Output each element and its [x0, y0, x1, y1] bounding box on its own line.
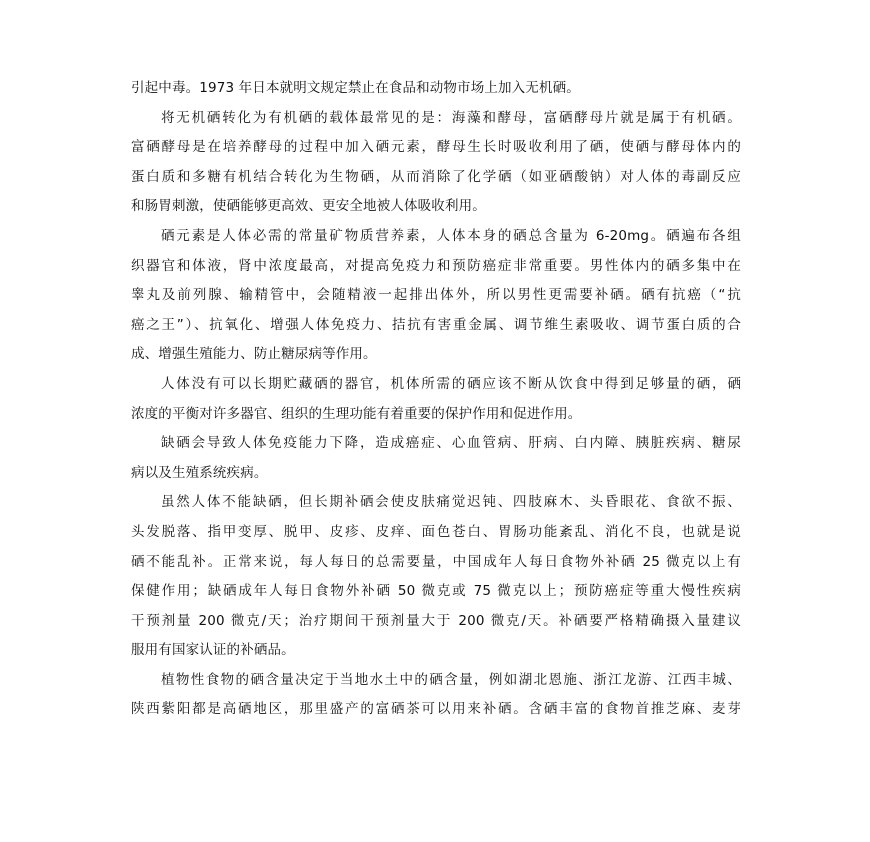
- paragraph-start-line: 将无机硒转化为有机硒的载体最常见的是：海藻和酵母，富硒酵母片就是属于有机硒。: [161, 109, 741, 126]
- text-line: 浓度的平衡对许多器官、组织的生理功能有着重要的保护作用和促进作用。: [131, 405, 582, 422]
- text-line: 病以及生殖系统疾病。: [131, 464, 268, 481]
- text-line: 干预剂量 200 微克/天；治疗期间干预剂量大于 200 微克/天。补硒要严格精确摄入量建议: [131, 612, 741, 629]
- text-line: 硒不能乱补。正常来说，每人每日的总需要量，中国成年人每日食物外补硒 25 微克以上有: [131, 553, 741, 570]
- text-line: 织器官和体液，肾中浓度最高，对提高免疫力和预防癌症非常重要。男性体内的硒多集中在: [131, 257, 741, 274]
- text-line: 富硒酵母是在培养酵母的过程中加入硒元素，酵母生长时吸收利用了硒，使硒与酵母体内的: [131, 139, 741, 156]
- body-text: [131, 74, 741, 725]
- text-line: 头发脱落、指甲变厚、脱甲、皮疹、皮痒、面色苍白、胃肠功能紊乱、消化不良，也就是说: [131, 523, 741, 540]
- paragraph-start-line: 虽然人体不能缺硒，但长期补硒会使皮肤痛觉迟钝、四肢麻木、头昏眼花、食欲不振、: [161, 494, 741, 511]
- text-line: 蛋白质和多糖有机结合转化为生物硒，从而消除了化学硒（如亚硒酸钠）对人体的毒副反应: [131, 168, 741, 185]
- paragraph-start-line: 人体没有可以长期贮藏硒的器官，机体所需的硒应该不断从饮食中得到足够量的硒，硒: [161, 375, 741, 392]
- text-line: 引起中毒。1973 年日本就明文规定禁止在食品和动物市场上加入无机硒。: [131, 80, 580, 96]
- text-line: 陕西紫阳都是高硒地区，那里盛产的富硒茶可以用来补硒。含硒丰富的食物首推芝麻、麦芽: [131, 701, 741, 718]
- paragraph-start-line: 缺硒会导致人体免疫能力下降，造成癌症、心血管病、肝病、白内障、胰脏疾病、糖尿: [161, 435, 741, 452]
- text-line: 服用有国家认证的补硒品。: [131, 642, 295, 659]
- text-line: 和肠胃刺激，使硒能够更高效、更安全地被人体吸收利用。: [131, 198, 486, 215]
- paragraph-start-line: 植物性食物的硒含量决定于当地水土中的硒含量，例如湖北恩施、浙江龙游、江西丰城、: [161, 671, 741, 688]
- text-line: 睾丸及前列腺、输精管中，会随精液一起排出体外，所以男性更需要补硒。硒有抗癌（“抗: [131, 287, 741, 304]
- text-line: 保健作用；缺硒成年人每日食物外补硒 50 微克或 75 微克以上；预防癌症等重大慢性疾病: [131, 583, 741, 600]
- text-line: 成、增强生殖能力、防止糖尿病等作用。: [131, 346, 377, 363]
- paragraph-start-line: 硒元素是人体必需的常量矿物质营养素，人体本身的硒总含量为 6-20mg。硒遍布各组: [161, 227, 741, 244]
- text-line: 癌之王”）、抗氧化、增强人体免疫力、拮抗有害重金属、调节维生素吸收、调节蛋白质的合: [131, 316, 741, 333]
